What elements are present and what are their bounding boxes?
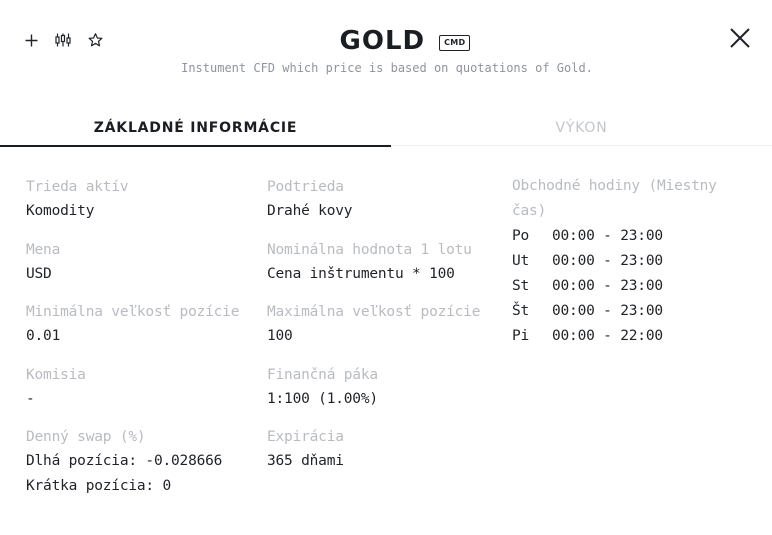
- field-max-position: [267, 303, 497, 366]
- field-value: 100: [267, 328, 293, 344]
- trading-hours: [512, 174, 742, 349]
- dialog-header: [0, 0, 772, 90]
- hours-time: 00:00 - 23:00: [552, 278, 663, 294]
- hours-time: 00:00 - 22:00: [552, 328, 663, 344]
- instrument-type-badge: CMD: [439, 35, 470, 51]
- field-value: USD: [26, 265, 52, 282]
- field-daily-swap: [26, 428, 256, 494]
- close-icon: [726, 24, 754, 52]
- field-label: Denný swap (%): [26, 429, 146, 445]
- field-expiration: [267, 428, 497, 491]
- tab-performance[interactable]: VÝKON: [555, 120, 608, 136]
- hours-day: Po: [512, 228, 530, 244]
- field-label: Mena: [26, 241, 61, 258]
- hours-day: Št: [512, 303, 530, 319]
- hours-row: [512, 224, 742, 249]
- field-label: Maximálna veľkosť pozície: [267, 304, 481, 320]
- field-value: 1:100 (1.00%): [267, 390, 378, 407]
- trading-hours-label: [512, 174, 742, 224]
- field-lot-nominal: [267, 241, 497, 304]
- hours-time: 00:00 - 23:00: [552, 228, 663, 244]
- trading-hours-label-line2: čas): [512, 203, 547, 219]
- field-value: Cena inštrumentu * 100: [267, 265, 455, 282]
- field-label: Trieda aktív: [26, 179, 129, 195]
- info-column-2: [267, 178, 497, 491]
- hours-row: [512, 274, 742, 299]
- field-value: 0.01: [26, 328, 61, 344]
- field-leverage: [267, 366, 497, 429]
- field-label: Komisia: [26, 366, 86, 383]
- tab-active-indicator: [0, 145, 391, 147]
- tab-basic-info[interactable]: ZÁKLADNÉ INFORMÁCIE: [93, 120, 298, 136]
- hours-row: [512, 324, 742, 349]
- hours-row: [512, 249, 742, 274]
- hours-time: 00:00 - 23:00: [552, 253, 663, 269]
- hours-day: Pi: [512, 328, 530, 344]
- field-label: Expirácia: [267, 429, 344, 445]
- field-value: -: [26, 390, 35, 407]
- field-label: Nominálna hodnota 1 lotu: [267, 241, 472, 258]
- field-subclass: [267, 178, 497, 241]
- field-label: Podtrieda: [267, 179, 344, 195]
- hours-row: [512, 299, 742, 324]
- instrument-title: GOLD: [339, 26, 426, 56]
- close-button[interactable]: [726, 24, 754, 52]
- field-min-position: [26, 303, 256, 366]
- field-asset-class: [26, 178, 256, 241]
- field-label: Minimálna veľkosť pozície: [26, 304, 240, 320]
- hours-day: St: [512, 278, 530, 294]
- trading-hours-label-line1: Obchodné hodiny (Miestny: [512, 178, 717, 194]
- title-block: [0, 26, 772, 56]
- field-value: Komodity: [26, 203, 95, 219]
- hours-time: 00:00 - 23:00: [552, 303, 663, 319]
- tab-bar: [0, 110, 772, 148]
- field-value: 365 dňami: [267, 453, 344, 469]
- field-currency: [26, 241, 256, 304]
- field-commission: [26, 366, 256, 429]
- instrument-description: Instument CFD which price is based on quotations of Gold.: [181, 61, 593, 75]
- field-label: Finančná páka: [267, 366, 378, 383]
- info-column-1: [26, 178, 256, 494]
- field-value-long: Dlhá pozícia: -0.028666: [26, 453, 223, 469]
- field-value-short: Krátka pozícia: 0: [26, 478, 172, 494]
- hours-day: Ut: [512, 253, 530, 269]
- field-value: Drahé kovy: [267, 203, 353, 219]
